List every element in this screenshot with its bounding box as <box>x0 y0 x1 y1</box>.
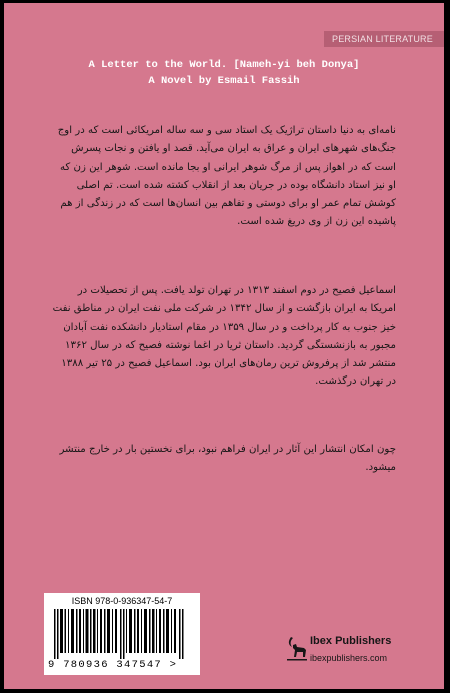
barcode <box>44 593 200 675</box>
barcode-bars <box>54 609 190 659</box>
book-subtitle: A Novel by Esmail Fassih <box>148 75 300 87</box>
back-cover <box>4 3 444 689</box>
publisher-url: ibexpublishers.com <box>310 653 388 663</box>
publication-note-paragraph: چون امکان انتشار این آثار در ایران فراهم نبود، برای نخستین بار در خارج منتشر میشود. <box>59 444 396 474</box>
barcode-digits: 9 780936 347547 > <box>48 659 178 671</box>
publisher-name: Ibex Publishers <box>310 635 392 647</box>
book-title: A Letter to the World. [Nameh-yi beh Donya] <box>88 59 360 71</box>
isbn-label: ISBN 978-0-936347-54-7 <box>71 596 173 606</box>
ibex-icon <box>286 635 308 665</box>
genre-tag: PERSIAN LITERATURE <box>324 31 444 47</box>
author-bio-paragraph: اسماعیل فصیح در دوم اسفند ۱۳۱۳ در تهران تولد یافت. پس از تحصیلات در امریکا به ایران بازگشت و از سال ۱۳۴۲ در شرکت ملی نفت ایران در مناطق نفت خیز جنوب به کار پرداخت و در سال ۱۳۵۹ در مقام استادیار دانشکده نفت آبادان مجبور به بازنشستگی گردید. داستان ثریا در اغما نوشته فصیح که در سال ۱۳۶۲ منتشر شد از پرفروش ترین رمان‌های ایران بود. اسماعیل فصیح در ۲۵ تیر ۱۳۸۸ در تهران درگذشت. <box>52 285 396 388</box>
synopsis-paragraph: نامه‌ای به دنیا داستان تراژیک یک استاد سی و سه ساله امریکائی است که در اوج جنگ‌های شهرهای ایران و عراق به ایران می‌آید. قصد او یافتن و نجات پسرش است که در اهواز پس از مرگ شوهر ایرانی او بجا مانده است. شوهر این زن که او نیز استاد دانشگاه بوده در جریان بعد از انقلاب کشته شده است. تم اصلی کوشش تمام عمر او برای دوستی و تفاهم بین انسان‌ها است که در زندگی از هم پاشیده این زن از وی دریغ شده است. <box>57 125 396 228</box>
